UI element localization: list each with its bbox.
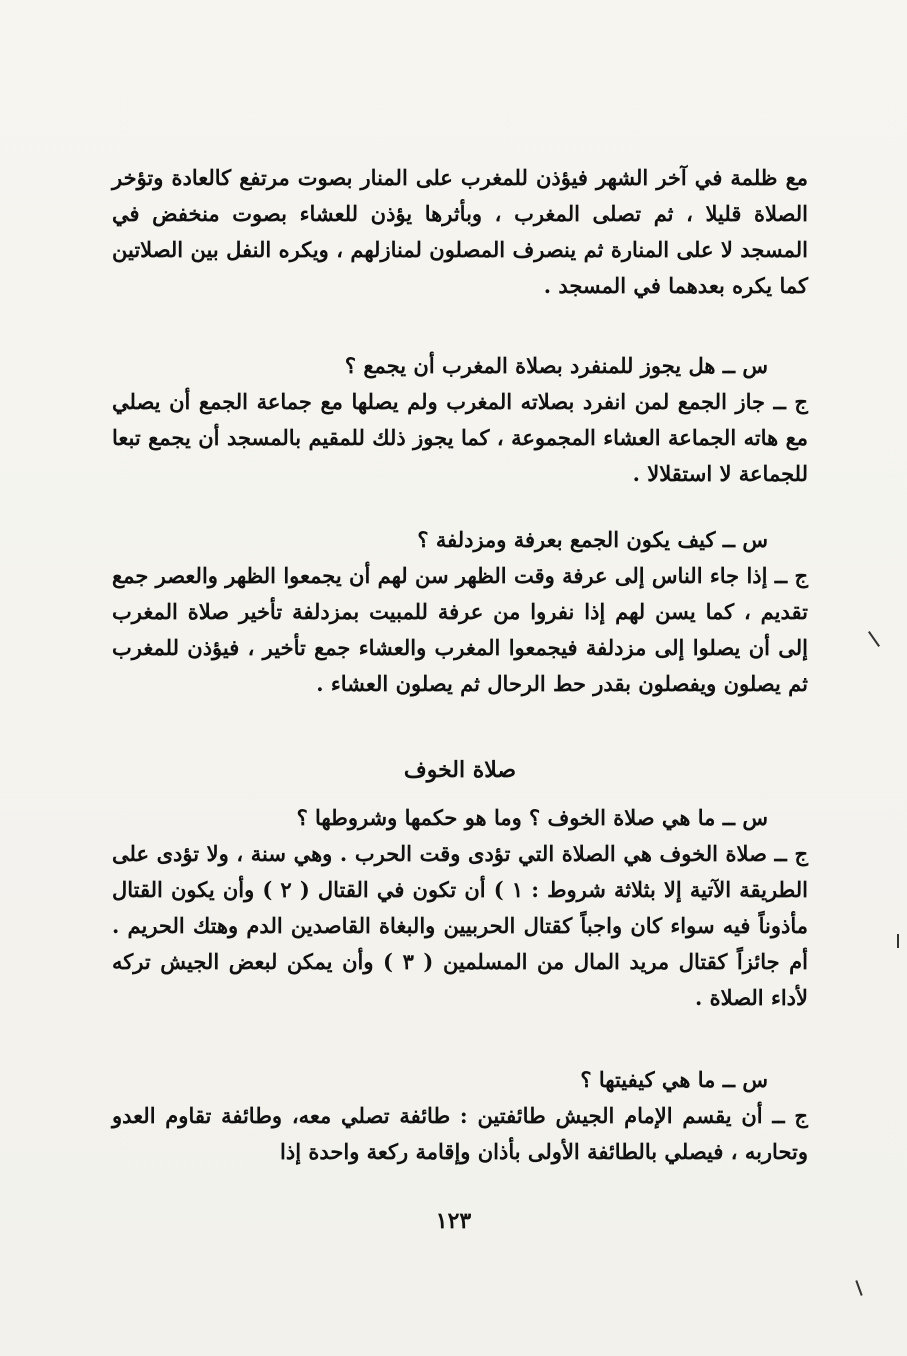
paragraph-continuation: مع ظلمة في آخر الشهر فيؤذن للمغرب على المنار بصوت مرتفع كالعادة وتؤخر الصلاة قليلا ، ثم تصلى المغرب ، وبأثرها يؤذن للعشاء بصوت منخفض في المسجد لا على المنارة ثم ينصرف المصلون لمنازلهم ، ويكره النفل بين الصلاتين كما يكره بعدهما في المسجد . <box>112 165 808 298</box>
section-heading: صلاة الخوف <box>403 757 517 783</box>
scan-mark <box>897 934 899 948</box>
scan-mark <box>855 1280 862 1296</box>
answer-2: ج ــ إذا جاء الناس إلى عرفة وقت الظهر سن لهم أن يجمعوا الظهر والعصر جمع تقديم ، كما يسن لهم إذا نفروا من عرفة للمبيت بمزدلفة تأخير صلاة المغرب إلى أن يصلوا إلى مزدلفة فيجمعوا المغرب والعشاء جمع تأخير ، فيؤذن للمغرب ثم يصلون ويفصلون بقدر حط الرحال ثم يصلون العشاء . <box>112 563 808 696</box>
page-number: ١٢٣ <box>435 1208 472 1234</box>
question-4: س ــ ما هي كيفيتها ؟ <box>580 1067 768 1092</box>
answer-4: ج ــ أن يقسم الإمام الجيش طائفتين : طائفة تصلي معه، وطائفة تقاوم العدو وتحاربه ، فيصلي بالطائفة الأولى بأذان وإقامة ركعة واحدة إذا <box>112 1103 808 1164</box>
answer-3: ج ــ صلاة الخوف هي الصلاة التي تؤدى وقت الحرب . وهي سنة ، ولا تؤدى على الطريقة الآتية إلا بثلاثة شروط : ١ ) أن تكون في القتال ( ٢ ) وأن يكون القتال مأذوناً فيه سواء كان واجباً كقتال الحربيين والبغاة القاصدين الدم وهتك الحريم . أم جائزاً كقتال مريد المال من المسلمين ( ٣ ) وأن يمكن لبعض الجيش تركه لأداء الصلاة . <box>112 841 808 1010</box>
answer-1: ج ــ جاز الجمع لمن انفرد بصلاته المغرب ولم يصلها مع جماعة الجمع أن يصلي مع هاته الجماعة العشاء المجموعة ، كما يجوز ذلك للمقيم بالمسجد أن يجمع تبعا للجماعة لا استقلالا . <box>112 389 808 486</box>
question-2: س ــ كيف يكون الجمع بعرفة ومزدلفة ؟ <box>417 527 768 552</box>
question-1: س ــ هل يجوز للمنفرد بصلاة المغرب أن يجمع ؟ <box>344 353 768 378</box>
scan-mark <box>868 631 880 647</box>
question-3: س ــ ما هي صلاة الخوف ؟ وما هو حكمها وشروطها ؟ <box>296 805 768 830</box>
